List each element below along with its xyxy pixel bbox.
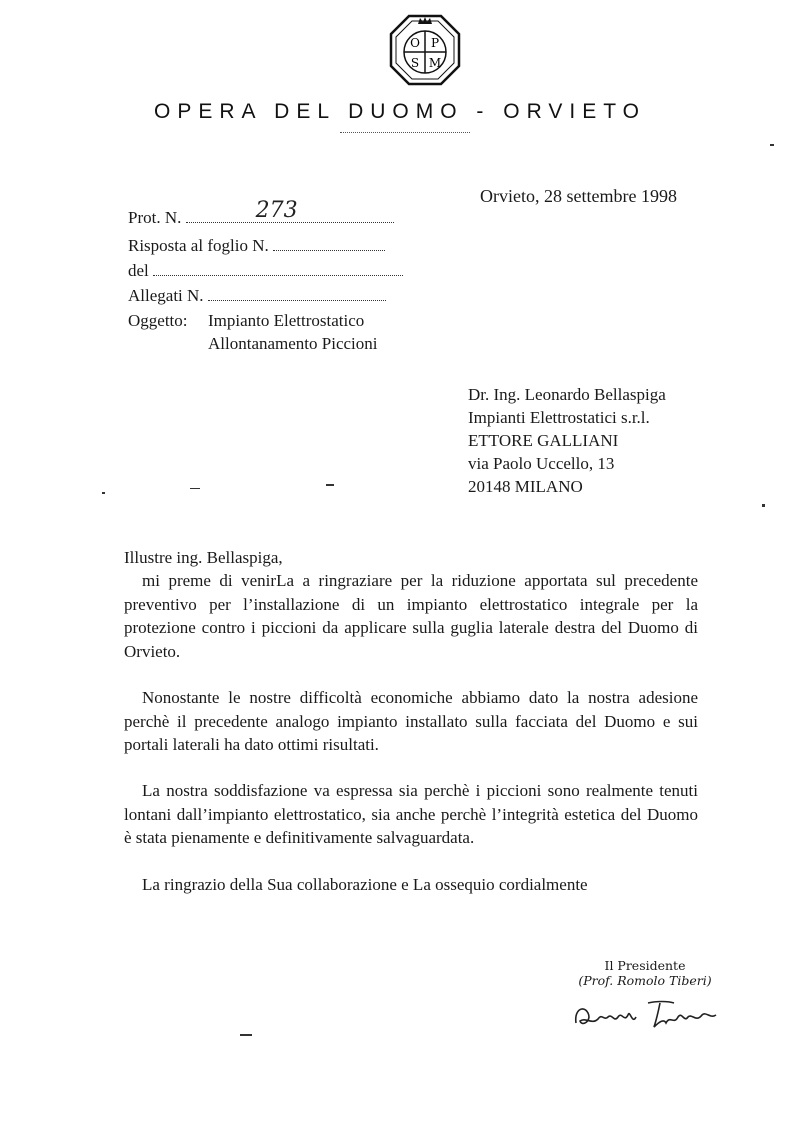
opsm-seal-logo [387,12,463,88]
body-paragraph-1 [124,569,698,663]
organization-name: OPERA DEL DUOMO - ORVIETO [153,100,646,123]
del-label: del [128,261,149,280]
salutation: Illustre ing. Bellaspiga, [124,548,283,567]
attachments-label: Allegati N. [128,286,204,305]
paragraph-1-text: mi preme di venirLa a ringraziare per la riduzione apportata sul precedente preventivo per l’installazione di un impianto elettrostatico integrale per la protezione contro i piccioni da applicare sulla guglia laterale destra del Duomo di Orvieto. [124,571,698,661]
subject-line-1: Impianto Elettrostatico [208,311,365,330]
del-line [128,261,403,281]
logo-letter-p: P [430,36,440,50]
subject-line-2: Allontanamento Piccioni [208,334,378,353]
recipient-line-1: Dr. Ing. Leonardo Bellaspiga [468,385,666,404]
scan-speck [102,492,105,494]
signatory-title: Il Presidente [604,958,686,973]
recipient-line-4: via Paolo Uccello, 13 [468,454,615,473]
prot-number: 273 [255,198,298,223]
recipient-line-3: ETTORE GALLIANI [468,431,619,450]
subject-label: Oggetto: [128,311,188,330]
handwritten-signature [570,995,730,1035]
prot-dotted-field [186,198,394,223]
signature-block [565,958,725,988]
recipient-line-5: 20148 MILANO [468,477,583,496]
paragraph-3-text: La nostra soddisfazione va espressa sia perchè i piccioni sono realmente tenuti lontani dall’impianto elettrostatico, sia anche perchè l’integrità estetica del Duomo è stata pienamente e definitivamente salvaguardata. [124,781,698,847]
scan-speck [326,484,334,486]
paragraph-2-text: Nonostante le nostre difficoltà economiche abbiamo dato la nostra adesione perchè il precedente analogo impianto installato sulla facciata del Duomo e sui portali laterali ha dato ottimi risultati. [124,688,698,754]
prot-label: Prot. N. [128,208,182,227]
attachments-line [128,286,386,306]
closing-text: La ringrazio della Sua collaborazione e La ossequio cordialmente [142,875,588,894]
closing-line [124,873,698,897]
letterhead-divider [340,132,470,133]
signatory-name: (Prof. Romolo Tiberi) [578,973,712,988]
logo-letter-m: M [428,56,442,70]
scan-speck [190,488,200,489]
body-paragraph-3 [124,779,698,850]
reply-line [128,236,385,256]
scan-speck [240,1034,252,1036]
reply-dotted-field [273,236,385,251]
del-dotted-field [153,261,403,276]
body-paragraph-2 [124,686,698,757]
scan-speck [762,504,765,507]
scan-speck [770,144,774,146]
prot-line [128,198,394,228]
attachments-dotted-field [208,286,386,301]
logo-letter-o: O [410,36,420,50]
reply-label: Risposta al foglio N. [128,236,269,255]
letter-date: Orvieto, 28 settembre 1998 [480,186,677,206]
logo-letter-s: S [410,56,420,70]
recipient-line-2: Impianti Elettrostatici s.r.l. [468,408,650,427]
